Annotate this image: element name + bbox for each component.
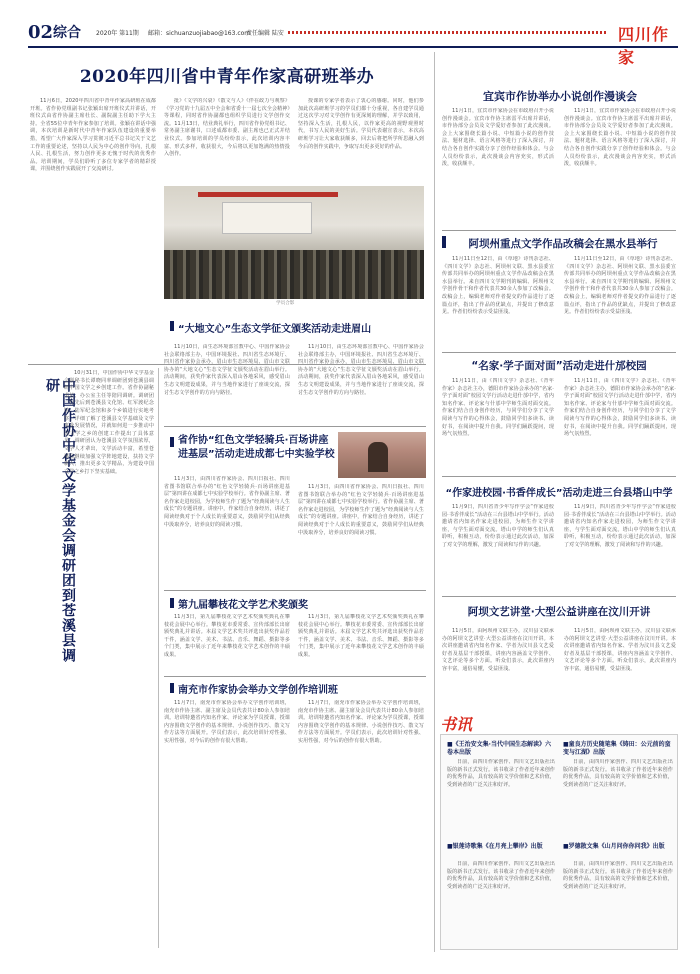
art7-title: 省作协“红色文学轻骑兵·百场讲座进基层”活动走进成都七中实验学校	[178, 435, 335, 460]
book1-text: 日前，由四川作家创作、四川文艺出版社出版的新书正式发行。该书收录了作者近年来创作的优秀作品，具有较高的文学价值和艺术价值，受到读者的广泛关注和好评。	[447, 759, 555, 788]
divider-7	[164, 590, 426, 591]
main-article-col2: 批》《文学的兴衰》《散文与人》《伴在政力与观察》《学习党的十九届五中全会和省委十一届七次全会精神》等课程，同时省作协副都也组织学员进行文学创作交流。11月13日，结业典礼举行，四川省作协党组书记、常务副主席谢书，口述成都市委、副主席也已正式并结业仪式。参加培训的学员纷纷表示，此次培训内容丰富、形式多样，收获很大，今后将以更加饱满的热情投入创作。	[164, 98, 290, 158]
art4-text-b: 11月9日，四川省青少年写作学会“作家进校园·书香伴成长”活动在三台县塔山中学举行。活动邀请省内知名作家走进校园，为师生作文学讲座，与学生面对面交流。塔山中学的师生们认真聆听，积极互动，纷纷表示通过此次活动，加深了对文学的理解，激发了阅读和写作的兴趣。	[564, 504, 676, 548]
vertical-divider	[158, 368, 159, 948]
art1-text: 11月1日，宜宾市作家协会在市政府召开小说创作漫谈会。宜宾市作协主席雷平出席并讲话，市作协部分会员及文学爱好者参加了此次漫谈。会上大家围绕长篇小说、中短篇小说的创作技法、题材选择、语言风格等进行了深入探讨，并结合各自创作实践分享了创作经验和体会。与会人员纷纷表示，此次漫谈会内容充实，形式活泼，收获颇丰。	[442, 108, 554, 168]
header-rule	[28, 46, 678, 48]
art2-text: 11月11日至12日，由《草地》诗刊杂志社、《四川文学》杂志社、阿坝州文联、黑水县委宣传部共同举办的阿坝州重点文学作品改稿会在黑水县举行。来自四川文学期刊的编辑、阿坝州文学创作骨干和作者代表共30余人参加了改稿会。改稿会上，编辑老师对作者提交的作品进行了逐篇点评，指出了作品的优缺点，并提出了修改意见。作者们纷纷表示受益匪浅。	[442, 256, 554, 316]
art5-text: 11月5日，由阿坝州文联主办，汶川县文联承办的阿坝文艺讲堂·大型公益讲座在汶川开讲。本次讲座邀请省内知名作家、学者为汶川县文艺爱好者及基层干部授课，讲座内容涵盖文学创作、文艺评论等多个方面。听众们表示，此次讲座内容丰富，通俗易懂，受益匪浅。	[442, 628, 554, 672]
book4-title: ■罗德散文集《山月问你你问我》出版	[563, 843, 665, 850]
art1-text-b: 11月1日，宜宾市作家协会在市政府召开小说创作漫谈会。宜宾市作协主席雷平出席并讲话，市作协部分会员及文学爱好者参加了此次漫谈。会上大家围绕长篇小说、中短篇小说的创作技法、题材选择、语言风格等进行了深入探讨，并结合各自创作实践分享了创作经验和体会。与会人员纷纷表示，此次漫谈会内容充实，形式活泼，收获颇丰。	[564, 108, 676, 168]
page-number: 02	[28, 22, 54, 43]
art3-title: “名家·学子面对面”活动走进什邡校园	[471, 360, 647, 372]
art7-text-b: 11月3日，由四川省作家协会、四川日报社、四川省图书馆联合举办的“红色文学轻骑兵·百场讲座进基层”第四讲在成都七中实验学校举行。省作协副主席、著名作家走进校园，为学校师生作了题为“经典阅读与人生成长”的专题讲座。讲座中，作家结合自身经历，讲述了阅读经典对于个人成长的重要意义，鼓励同学们从经典中汲取养分，培养良好的阅读习惯。	[298, 484, 424, 536]
vertical-article: 10月31日，中国作协中华文学基金会副秘书长谭晓同率调研团到苍溪县调研中国文学之乡创建工作。省作协副秘书长、办公室主任等陪同调研。调研团一行先后到苍溪县文化馆、红军渡纪念馆、陆军纪念馆和多个乡镇进行实地考察，详细了解了苍溪县文学基础及文学事业发展情况，并就如何进一步推动中国文学之乡的创建工作提出了具体意见。调研团认为苍溪县文学氛围浓厚，文学人才辈出，文学活动丰富，希望苍溪县继续加强文学阵地建设，扶持文学新人，推出更多文学精品，为建设中国文学之乡打下坚实基础。	[64, 370, 154, 475]
art5-text-b: 11月5日，由阿坝州文联主办，汶川县文联承办的阿坝文艺讲堂·大型公益讲座在汶川开讲。本次讲座邀请省内知名作家、学者为汶川县文艺爱好者及基层干部授课，讲座内容涵盖文学创作、文艺评论等多个方面。听众们表示，此次讲座内容丰富，通俗易懂，受益匪浅。	[564, 628, 676, 672]
divider-r2	[442, 352, 676, 353]
section-bar	[170, 321, 174, 331]
section-bar	[170, 437, 174, 447]
main-article-col1: 11月6日，2020年四川省中青年作家高研班在成都开班。省作协党组副书记张颖出席开班仪式并讲话，开班仪式由省作协副主席杜长、副院副主任助下学大主持。全省55位中青年作家参加了培训。张颖在讲话中强调，本次培训是新时代中青年作家队伍建设的重要举措，希望广大作家深入学习贯彻习近平总书记关于文艺工作的重要论述，坚持以人民为中心的创作导向，扎根人民、扎根生活，努力创作更多无愧于时代的优秀作品。培训期间，学员们聆听了多位专家学者的精彩授课，并围绕创作实践展开了交流研讨。	[30, 98, 156, 173]
art6-title: “大地文心”生态文学征文颁奖活动走进眉山	[178, 324, 372, 335]
bullet-icon: ■	[447, 741, 453, 748]
divider-r3	[442, 476, 676, 477]
email: 邮箱：sichuanzuojiabao@163.com	[148, 30, 251, 37]
page-header	[28, 22, 678, 67]
books-box	[440, 734, 678, 950]
vertical-headline: 中国作协中华文学基金会调研团到苍溪县调研	[44, 378, 76, 663]
art2-title: 阿坝州重点文学作品改稿会在黑水县举行	[468, 238, 658, 250]
section-bar	[442, 236, 446, 248]
seminar-photo	[164, 186, 424, 299]
art9-text-b: 11月7日，南充市作家协会举办文学创作培训班，南充市作协主席、副主席及会员代表共计80余人参加培训。培训特邀省内知名作家、评论家为学员授课，授课内容围绕文学创作的基本规律、小说创作技巧、散文写作方法等方面展开。学员们表示，此次培训针对性强、实用性强，对今后的创作有很大帮助。	[298, 700, 424, 744]
book3-text: 日前，由四川作家创作、四川文艺出版社出版的新书正式发行。该书收录了作者近年来创作的优秀作品，具有较高的文学价值和艺术价值，受到读者的广泛关注和好评。	[447, 861, 555, 890]
editor: 责任编辑 陆安	[246, 30, 284, 37]
right-divider	[434, 52, 435, 952]
section-bar	[170, 598, 174, 608]
school-photo	[338, 432, 426, 478]
books-header: 书讯	[440, 715, 473, 734]
bullet-icon: ■	[447, 843, 453, 850]
art3-text: 11月11日，由《四川文学》杂志社、《青年作家》杂志社主办，德阳市作家协会承办的“名家·学子面对面”校园文学行活动走进什邡中学，省内知名作家、评论家与什邡中学师生面对面交流。作家们结合自身创作经历，与同学们分享了文学阅读与写作的心得体会，鼓励同学们多读书、读好书，在阅读中提升自我。同学们踊跃提问，现场气氛热烈。	[442, 378, 554, 438]
art3-text-b: 11月11日，由《四川文学》杂志社、《青年作家》杂志社主办，德阳市作家协会承办的“名家·学子面对面”校园文学行活动走进什邡中学，省内知名作家、评论家与什邡中学师生面对面交流。作家们结合自身创作经历，与同学们分享了文学阅读与写作的心得体会，鼓励同学们多读书、读好书，在阅读中提升自我。同学们踊跃提问，现场气氛热烈。	[564, 378, 676, 438]
brand-logo: 四川作家	[618, 25, 670, 67]
art9-title: 南充市作家协会举办文学创作培训班	[178, 685, 338, 696]
photo1-caption: 学员合影	[276, 301, 295, 306]
section-name: 综合	[53, 25, 81, 41]
banner-red	[198, 192, 338, 197]
speaker	[368, 442, 388, 472]
book4-text: 日前，由四川作家创作、四川文艺出版社出版的新书正式发行。该书收录了作者近年来创作的优秀作品，具有较高的文学价值和艺术价值，受到读者的广泛关注和好评。	[563, 861, 673, 890]
book3-title: ■银莲诗歌集《在月亮上攀岸》出版	[447, 843, 543, 850]
main-article-col3: 授课的专家学者表示了衷心的感谢。同时，他们参加此次高研班学习的学员们都十分重视，各自建学员通过这次学习对文学创作有更深刻的理解，并学以致用，坚持深入生活，扎根人民，以作家更高的视野观照时代，书写人民的美好生活。学员代表谢宣表示，本次高研班学习让大家收获颇多，回去后将把所学所思融入到今后的创作实践中，争取写出更多更好的作品。	[298, 98, 424, 150]
divider-6	[164, 426, 426, 427]
art2-text-b: 11月11日至12日，由《草地》诗刊杂志社、《四川文学》杂志社、阿坝州文联、黑水县委宣传部共同举办的阿坝州重点文学作品改稿会在黑水县举行。来自四川文学期刊的编辑、阿坝州文学创作骨干和作者代表共30余人参加了改稿会。改稿会上，编辑老师对作者提交的作品进行了逐篇点评，指出了作品的优缺点，并提出了修改意见。作者们纷纷表示受益匪浅。	[564, 256, 676, 316]
art6-text-b: 11月10日，由生态环境部宣教中心、中国作家协会社会联络部主办，中国环境报社、四川省生态环境厅、四川省作家协会承办，眉山市生态环境局、眉山市文联协办的“大地文心”生态文学征文颁奖活动在眉山举行。活动期间，获奖作家代表深入眉山各地采风，感受眉山生态文明建设成果，并与当地作家进行了座谈交流，探讨生态文学创作的方向与路径。	[298, 344, 424, 396]
art8-text: 11月3日，第九届攀枝花文学艺术奖颁奖典礼在攀枝花会展中心举行。攀枝花市委常委、宣传部部长出席颁奖典礼并讲话。本届文学艺术奖共评选出获奖作品若干件，涵盖文学、美术、书法、音乐、舞蹈、摄影等多个门类，集中展示了近年来攀枝花文学艺术创作的丰硕成果。	[164, 614, 290, 658]
art8-title: 第九届攀枝花文学艺术奖颁奖	[178, 600, 308, 611]
art4-text: 11月9日，四川省青少年写作学会“作家进校园·书香伴成长”活动在三台县塔山中学举行。活动邀请省内知名作家走进校园，为师生作文学讲座，与学生面对面交流。塔山中学的师生们认真聆听，积极互动，纷纷表示通过此次活动，加深了对文学的理解，激发了阅读和写作的兴趣。	[442, 504, 554, 548]
book1-title: ■《王治安文集·当代中国生态解读》六卷本出版	[447, 741, 551, 756]
bullet-icon: ■	[563, 843, 569, 850]
art4-title: “作家进校园·书香伴成长”活动走进三台县塔山中学	[445, 488, 673, 499]
art5-title: 阿坝文艺讲堂·大型公益讲座在汶川开讲	[467, 606, 651, 618]
section-bar	[170, 683, 174, 693]
book2-text: 日前，由四川作家创作、四川文艺出版社出版的新书正式发行。该书收录了作者近年来创作的优秀作品，具有较高的文学价值和艺术价值，受到读者的广泛关注和好评。	[563, 759, 673, 788]
art8-text-b: 11月3日，第九届攀枝花文学艺术奖颁奖典礼在攀枝花会展中心举行。攀枝花市委常委、宣传部部长出席颁奖典礼并讲话。本届文学艺术奖共评选出获奖作品若干件，涵盖文学、美术、书法、音乐、舞蹈、摄影等多个门类，集中展示了近年来攀枝花文学艺术创作的丰硕成果。	[298, 614, 424, 658]
divider-r1	[442, 230, 676, 231]
art9-text: 11月7日，南充市作家协会举办文学创作培训班，南充市作协主席、副主席及会员代表共计80余人参加培训。培训特邀省内知名作家、评论家为学员授课，授课内容围绕文学创作的基本规律、小说创作技巧、散文写作方法等方面展开。学员们表示，此次培训针对性强、实用性强，对今后的创作有很大帮助。	[164, 700, 290, 744]
issue-date: 2020年 第11期	[96, 30, 139, 37]
divider-8	[164, 676, 426, 677]
header-stripe	[288, 31, 608, 34]
banner-screen	[222, 202, 312, 234]
art7-text: 11月3日，由四川省作家协会、四川日报社、四川省图书馆联合举办的“红色文学轻骑兵·百场讲座进基层”第四讲在成都七中实验学校举行。省作协副主席、著名作家走进校园，为学校师生作了题为“经典阅读与人生成长”的专题讲座。讲座中，作家结合自身经历，讲述了阅读经典对于个人成长的重要意义，鼓励同学们从经典中汲取养分，培养良好的阅读习惯。	[164, 476, 290, 528]
art6-text: 11月10日，由生态环境部宣教中心、中国作家协会社会联络部主办，中国环境报社、四川省生态环境厅、四川省作家协会承办，眉山市生态环境局、眉山市文联协办的“大地文心”生态文学征文颁奖活动在眉山举行。活动期间，获奖作家代表深入眉山各地采风，感受眉山生态文明建设成果，并与当地作家进行了座谈交流，探讨生态文学创作的方向与路径。	[164, 344, 290, 396]
main-headline: 2020年四川省中青年作家高研班举办	[79, 67, 375, 87]
art1-title: 宜宾市作协举办小说创作漫谈会	[483, 90, 637, 103]
audience	[164, 250, 424, 299]
bullet-icon: ■	[563, 741, 569, 748]
divider-r4	[442, 596, 676, 597]
book2-title: ■童良方历史随笔集《铸田：公元前的蛮变与江湖》出版	[563, 741, 671, 756]
